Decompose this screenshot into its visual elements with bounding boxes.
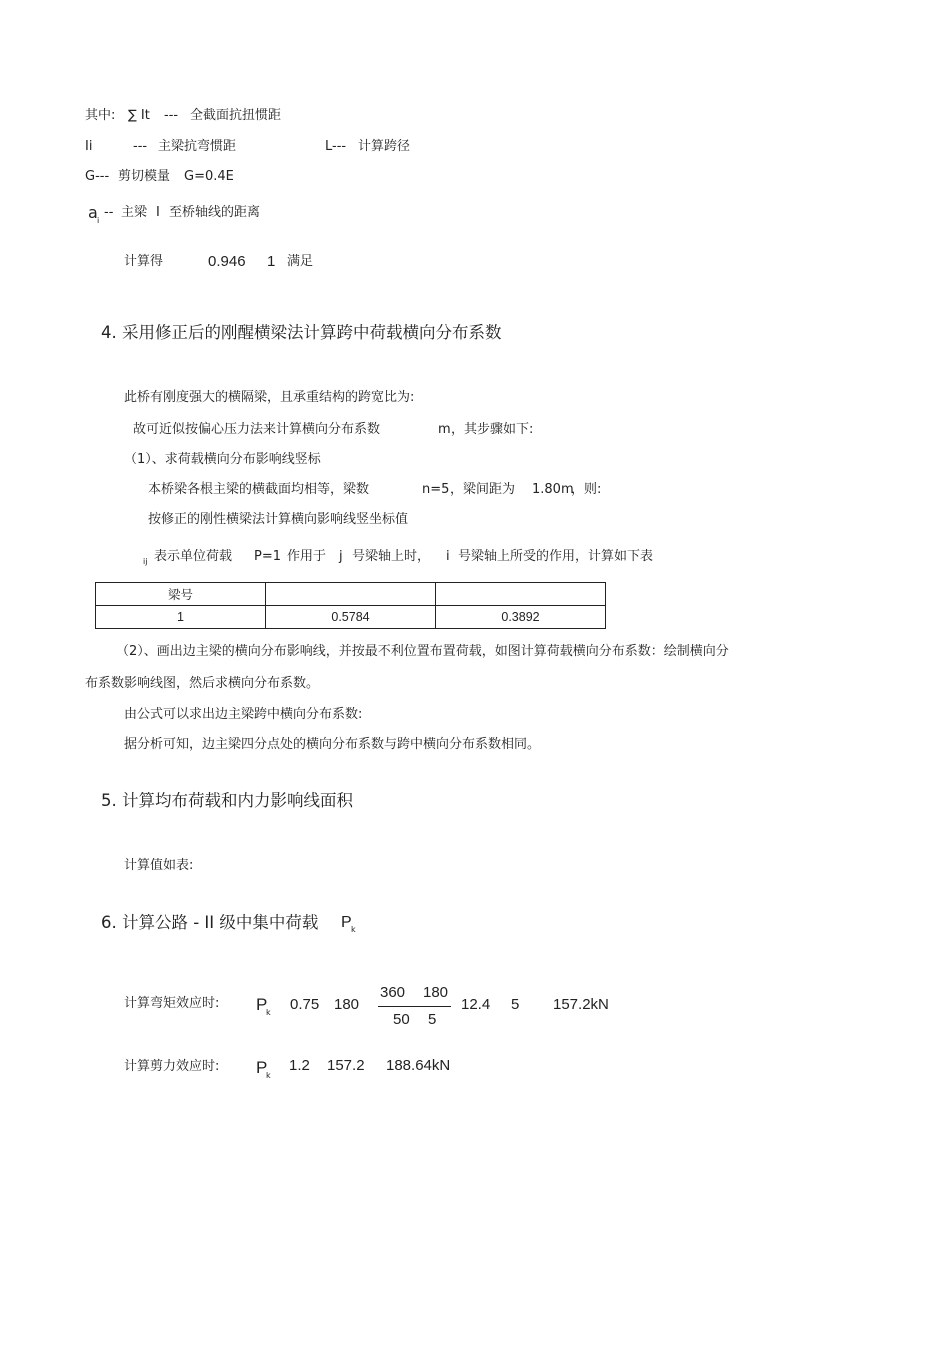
table-header-row	[96, 583, 606, 606]
unit-load: P=1	[254, 549, 282, 564]
symbol-g: G---	[85, 169, 110, 184]
index-j: j	[339, 549, 343, 564]
fraction-denominator: 50	[393, 1011, 410, 1028]
formula-result: 157.2kN	[553, 996, 609, 1013]
result-value: 0.946	[208, 253, 246, 270]
symbol-l-desc: 计算跨径	[358, 139, 411, 154]
symbol-ii-desc: 主梁抗弯惯距	[158, 139, 237, 154]
beam-spacing: 1.80m	[532, 482, 574, 497]
section-4-paragraph: 号梁轴上所受的作用，计算如下表	[458, 549, 654, 564]
section-4-paragraph: ，则:	[571, 482, 602, 497]
symbol-eta-subscript: ij	[143, 557, 148, 566]
symbol-dash: ---	[133, 139, 148, 154]
formula-term: 1.2	[289, 1057, 310, 1074]
section-4-paragraph: ，梁间距为	[450, 482, 516, 497]
step-2-paragraph: （2）、画出边主梁的横向分布影响线，并按最不利位置布置荷载，如图计算荷载横向分布系数：绘制横向分	[116, 644, 729, 659]
section-5-heading: 5. 计算均布荷载和内力影响线面积	[101, 791, 353, 810]
fraction-numerator: 360	[380, 984, 406, 1001]
symbol-a-index: I	[156, 205, 160, 220]
section-4-paragraph: 表示单位荷载	[154, 549, 233, 564]
symbol-dash: --	[104, 205, 114, 220]
formula-term: 157.2	[327, 1057, 365, 1074]
section-5-paragraph: 计算值如表:	[124, 858, 194, 873]
symbol-p-subscript: k	[351, 925, 356, 934]
symbol-p-subscript: k	[266, 1071, 271, 1080]
symbol-it: ∑ It	[128, 108, 150, 123]
symbol-l: L---	[325, 139, 347, 154]
table-row	[96, 606, 606, 629]
table-cell: 1	[96, 606, 266, 629]
symbol-p-subscript: k	[266, 1008, 271, 1017]
formula-result: 188.64kN	[386, 1057, 451, 1074]
step-1-title: （1）、求荷载横向分布影响线竖标	[124, 452, 321, 467]
formula-term: 0.75	[290, 996, 320, 1013]
symbol-it-desc: 全截面抗扭惯距	[190, 108, 282, 123]
section-4-paragraph: 本桥梁各根主梁的横截面均相等，梁数	[148, 482, 370, 497]
fraction-bar	[378, 1006, 451, 1007]
section-6-heading: 6. 计算公路 - II 级中集中荷载	[101, 913, 319, 932]
symbol-p: P	[256, 1058, 268, 1077]
section-4-paragraph: 号梁轴上时，	[352, 549, 431, 564]
section-4-paragraph: 故可近似按偏心压力法来计算横向分布系数	[133, 422, 381, 437]
shear-label: 计算剪力效应时:	[124, 1059, 220, 1074]
section-4-paragraph: ，其步骤如下:	[451, 422, 534, 437]
section-4-paragraph: 按修正的刚性横梁法计算横向影响线竖坐标值	[148, 512, 409, 527]
fraction-denominator: 5	[428, 1011, 437, 1028]
table-header-cell	[436, 583, 606, 606]
section-4-heading: 4. 采用修正后的刚醒横梁法计算跨中荷载横向分布系数	[101, 323, 502, 342]
table-header-cell: 梁号	[96, 583, 266, 606]
section-4-paragraph: 此桥有刚度强大的横隔梁，且承重结构的跨宽比为:	[124, 390, 415, 405]
symbol-ii: Ii	[85, 139, 93, 154]
table-cell: 0.5784	[266, 606, 436, 629]
symbol-g-desc: 剪切模量	[118, 169, 171, 184]
symbol-a-subscript: i	[97, 216, 100, 225]
symbol-dash: ---	[164, 108, 179, 123]
formula-term: 12.4	[461, 996, 491, 1013]
symbol-a-desc2: 至桥轴线的距离	[169, 205, 261, 220]
section-4-paragraph: 由公式可以求出边主梁跨中横向分布系数:	[124, 707, 363, 722]
influence-table	[95, 582, 606, 629]
index-i: i	[446, 549, 450, 564]
symbol-p: P	[341, 914, 352, 931]
moment-label: 计算弯矩效应时:	[124, 996, 220, 1011]
result-label: 计算得	[124, 254, 164, 269]
symbol-p: P	[256, 995, 268, 1014]
fraction-numerator: 180	[423, 984, 449, 1001]
result-verdict: 满足	[287, 254, 314, 269]
result-limit: 1	[267, 253, 276, 270]
symbol-g-value: G=0.4E	[184, 169, 234, 184]
table-header-cell	[266, 583, 436, 606]
symbol-a: a	[88, 203, 98, 222]
section-4-paragraph: 作用于	[287, 549, 327, 564]
table-cell: 0.3892	[436, 606, 606, 629]
symbol-a-desc: 主梁	[121, 205, 148, 220]
beam-count: n=5	[422, 482, 450, 497]
formula-term: 5	[511, 996, 520, 1013]
symbol-intro: 其中:	[85, 108, 116, 123]
step-2-paragraph: 布系数影响线图，然后求横向分布系数。	[85, 676, 320, 691]
section-4-paragraph: 据分析可知，边主梁四分点处的横向分布系数与跨中横向分布系数相同。	[124, 737, 541, 752]
symbol-m: m	[438, 422, 451, 437]
formula-term: 180	[334, 996, 360, 1013]
